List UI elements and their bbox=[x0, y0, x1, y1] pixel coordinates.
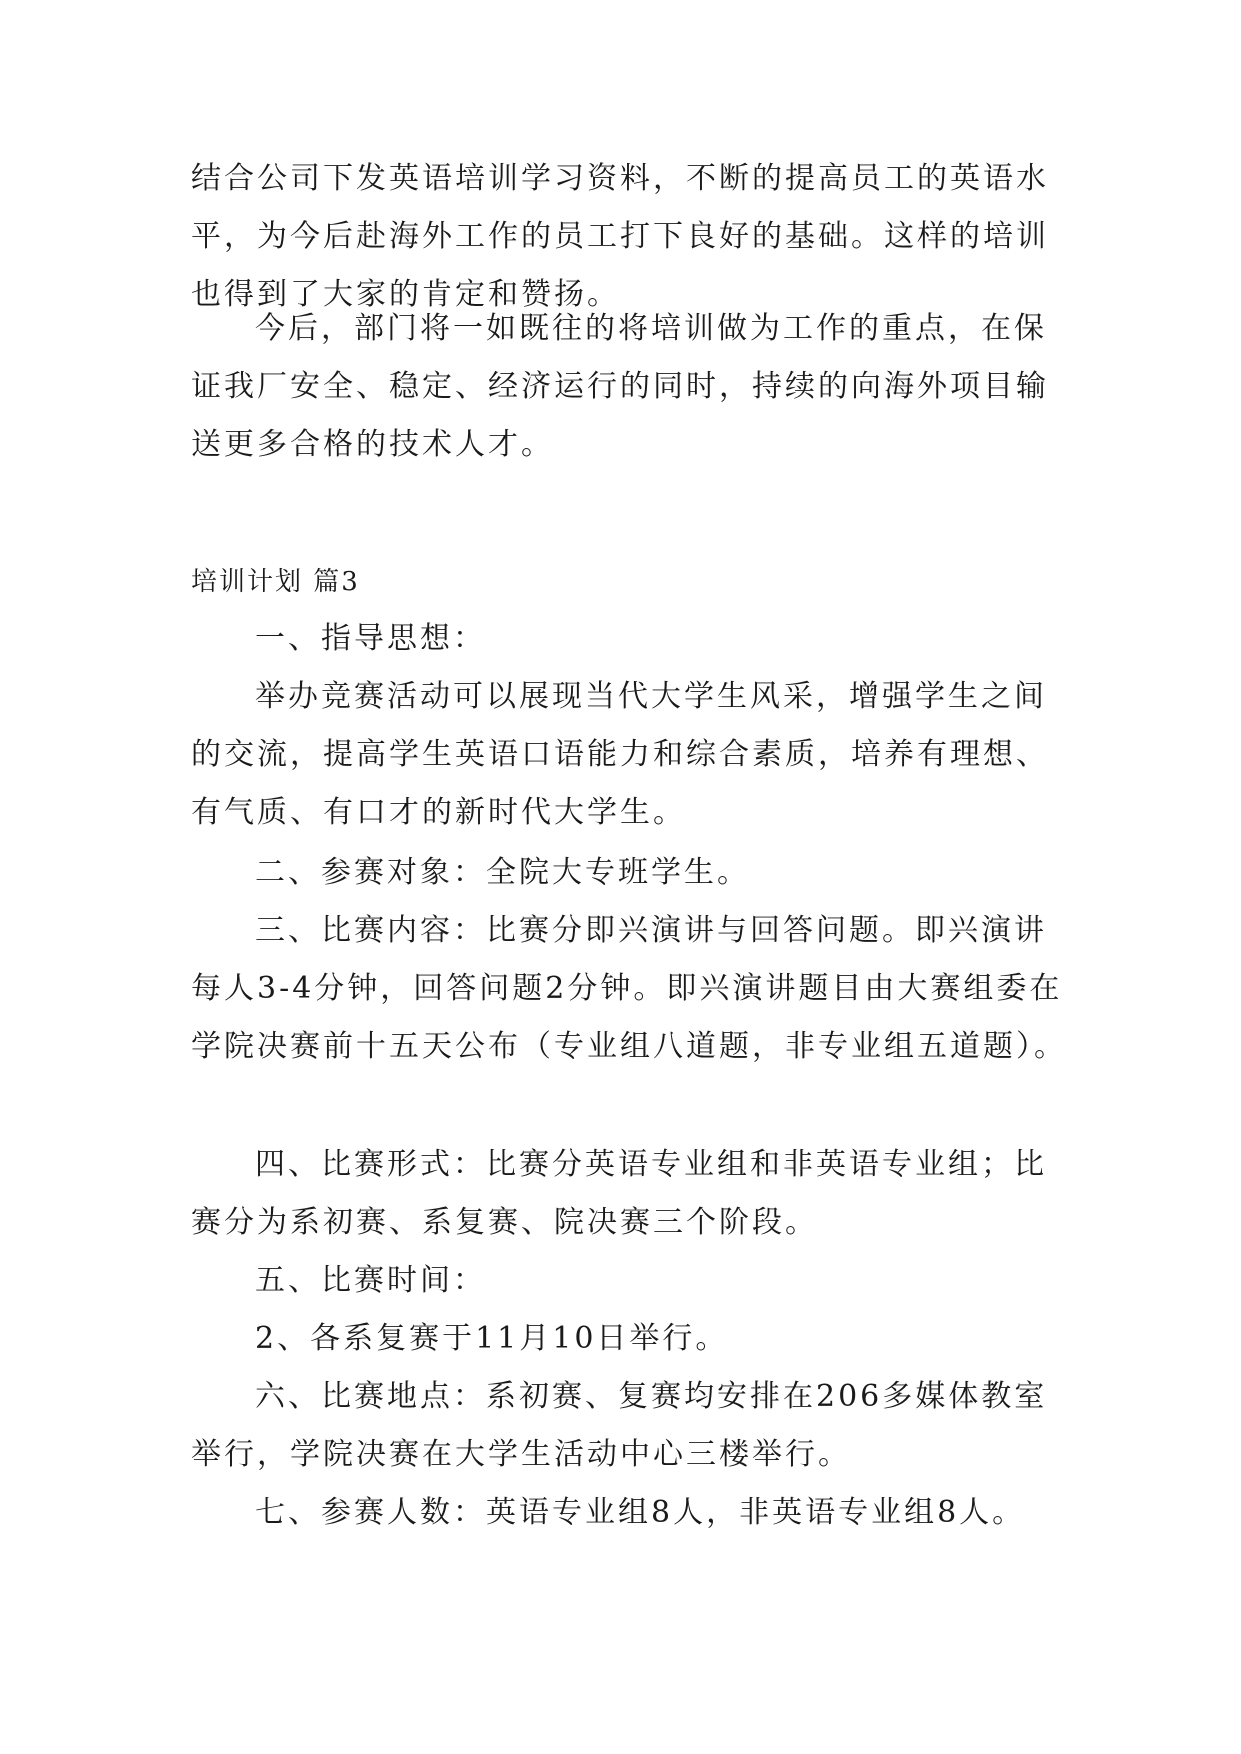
item-semifinal-date: 2、各系复赛于11月10日举行。 bbox=[255, 1321, 729, 1356]
paragraph-future-plan: 今后，部门将一如既往的将培训做为工作的重点，在保证我厂安全、稳定、经济运行的同时，持续的向海外项目输送更多合格的技术人才。 bbox=[191, 311, 1049, 462]
paragraph-competition-purpose: 举办竞赛活动可以展现当代大学生风采，增强学生之间的交流，提高学生英语口语能力和综合素质，培养有理想、有气质、有口才的新时代大学生。 bbox=[191, 679, 1049, 830]
item-competition-format: 四、比赛形式：比赛分英语专业组和非英语专业组；比赛分为系初赛、系复赛、院决赛三个阶段。 bbox=[191, 1147, 1047, 1240]
section-heading: 培训计划 篇3 bbox=[191, 567, 360, 597]
item-guiding-thought: 一、指导思想： bbox=[255, 621, 486, 656]
item-competition-venue: 六、比赛地点：系初赛、复赛均安排在206多媒体教室举行，学院决赛在大学生活动中心三楼举行。 bbox=[191, 1379, 1048, 1472]
item-participants: 二、参赛对象：全院大专班学生。 bbox=[255, 855, 750, 890]
item-competition-time: 五、比赛时间： bbox=[255, 1263, 486, 1298]
item-participant-count: 七、参赛人数：英语专业组8人，非英语专业组8人。 bbox=[255, 1495, 1026, 1530]
paragraph-training-materials: 结合公司下发英语培训学习资料，不断的提高员工的英语水平，为今后赴海外工作的员工打下良好的基础。这样的培训也得到了大家的肯定和赞扬。 bbox=[191, 161, 1049, 312]
item-competition-content: 三、比赛内容：比赛分即兴演讲与回答问题。即兴演讲每人3-4分钟，回答问题2分钟。即兴演讲题目由大赛组委在学院决赛前十五天公布（专业组八道题，非专业组五道题）。 bbox=[191, 913, 1067, 1064]
